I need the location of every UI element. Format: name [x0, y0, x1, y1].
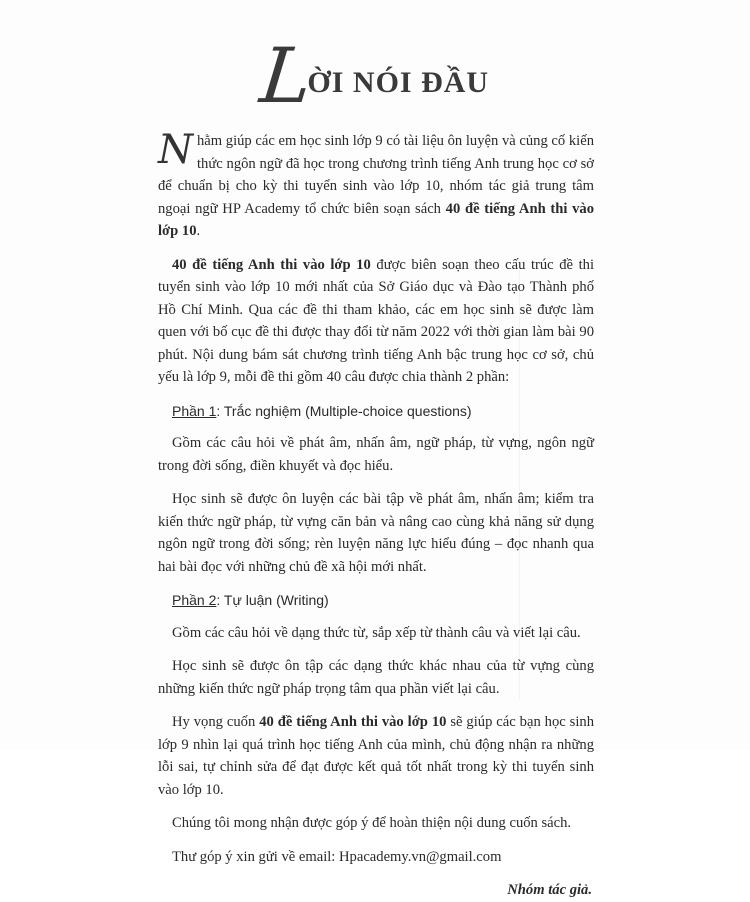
signature: Nhóm tác giả. — [507, 882, 592, 898]
intro-text-after: . — [196, 223, 201, 239]
part2-detail: Học sinh sẽ được ôn tập các dạng thức khác nhau của từ vựng cùng những kiến thức ngữ pháp trọng tâm qua phần viết lại câu. — [158, 658, 594, 697]
part1-desc: Gồm các câu hỏi về phát âm, nhấn âm, ngữ pháp, từ vựng, ngôn ngữ trong đời sống, điền khuyết và đọc hiểu. — [158, 435, 594, 474]
hope-before: Hy vọng cuốn — [172, 714, 260, 730]
part2-title: : Tự luận (Writing) — [216, 592, 329, 608]
email-line: Thư góp ý xin gửi về email: Hpacademy.vn@gmail.com — [172, 848, 502, 865]
part1-title: : Trắc nghiệm (Multiple-choice questions) — [216, 402, 472, 419]
part1-label: Phần 1 — [172, 402, 217, 419]
hope-paragraph — [158, 711, 594, 801]
part1-detail: Học sinh sẽ được ôn luyện các bài tập về phát âm, nhấn âm; kiểm tra kiến thức ngữ pháp, từ vựng căn bản và nâng cao cùng khả năng sử dụng ngôn ngữ trong đời sống; rèn luyện năng lực hiểu đúng – đọc nhanh qua hai bài đọc với những chủ đề xã hội mới nhất. — [158, 491, 594, 575]
page-title — [256, 31, 490, 120]
structure-text: được biên soạn theo cấu trúc đề thi tuyển sinh vào lớp 10 mới nhất của Sở Giáo dục và Đào tạo Thành phố Hồ Chí Minh. Qua các đề thi tham khảo, các em học sinh sẽ được làm quen với bố cục đề thi được thay đổi từ năm 2022 với thời gian làm bài 90 phút. Nội dung bám sát chương trình tiếng Anh bậc trung học cơ sở, chủ yếu là lớp 9, mỗi đề thi gồm 40 câu được chia thành 2 phần: — [158, 256, 594, 385]
preface-body — [158, 127, 594, 902]
part2-heading — [172, 589, 594, 612]
structure-paragraph — [158, 254, 594, 389]
dropcap-letter: N — [158, 127, 193, 173]
intro-text-before: hằm giúp các em học sinh lớp 9 có tài liệu ôn luyện và củng cố kiến thức ngôn ngữ đã học trong chương trình tiếng Anh trung học cơ sở để chuẩn bị cho kỳ thi tuyển sinh vào lớp 10, nhóm tác giả trung tâm ngoại ngữ HP Academy tổ chức biên soạn sách — [158, 133, 594, 217]
hope-after: sẽ giúp các bạn học sinh lớp 9 nhìn lại quá trình học tiếng Anh của mình, chủ động nhận ra những lỗi sai, tự chỉnh sửa để đạt được kết quả tốt nhất trong kỳ thi tuyển sinh vào lớp 10. — [158, 714, 594, 798]
book-title-bold: 40 đề tiếng Anh thi vào lớp 10 — [158, 200, 594, 239]
part1-heading — [172, 400, 594, 423]
part2-label: Phần 2 — [172, 592, 217, 608]
title-text: ỜI NÓI ĐẦU — [307, 66, 490, 99]
book-title-bold: 40 đề tiếng Anh thi vào lớp 10 — [172, 256, 371, 273]
feedback-paragraph: Chúng tôi mong nhận được góp ý để hoàn thiện nội dung cuốn sách. — [172, 815, 572, 831]
intro-paragraph — [158, 127, 594, 243]
title-block — [0, 31, 750, 128]
book-title-bold: 40 đề tiếng Anh thi vào lớp 10 — [259, 714, 447, 730]
part2-desc: Gồm các câu hỏi về dạng thức từ, sắp xếp từ thành câu và viết lại câu. — [172, 624, 581, 641]
title-initial: L — [256, 31, 317, 120]
